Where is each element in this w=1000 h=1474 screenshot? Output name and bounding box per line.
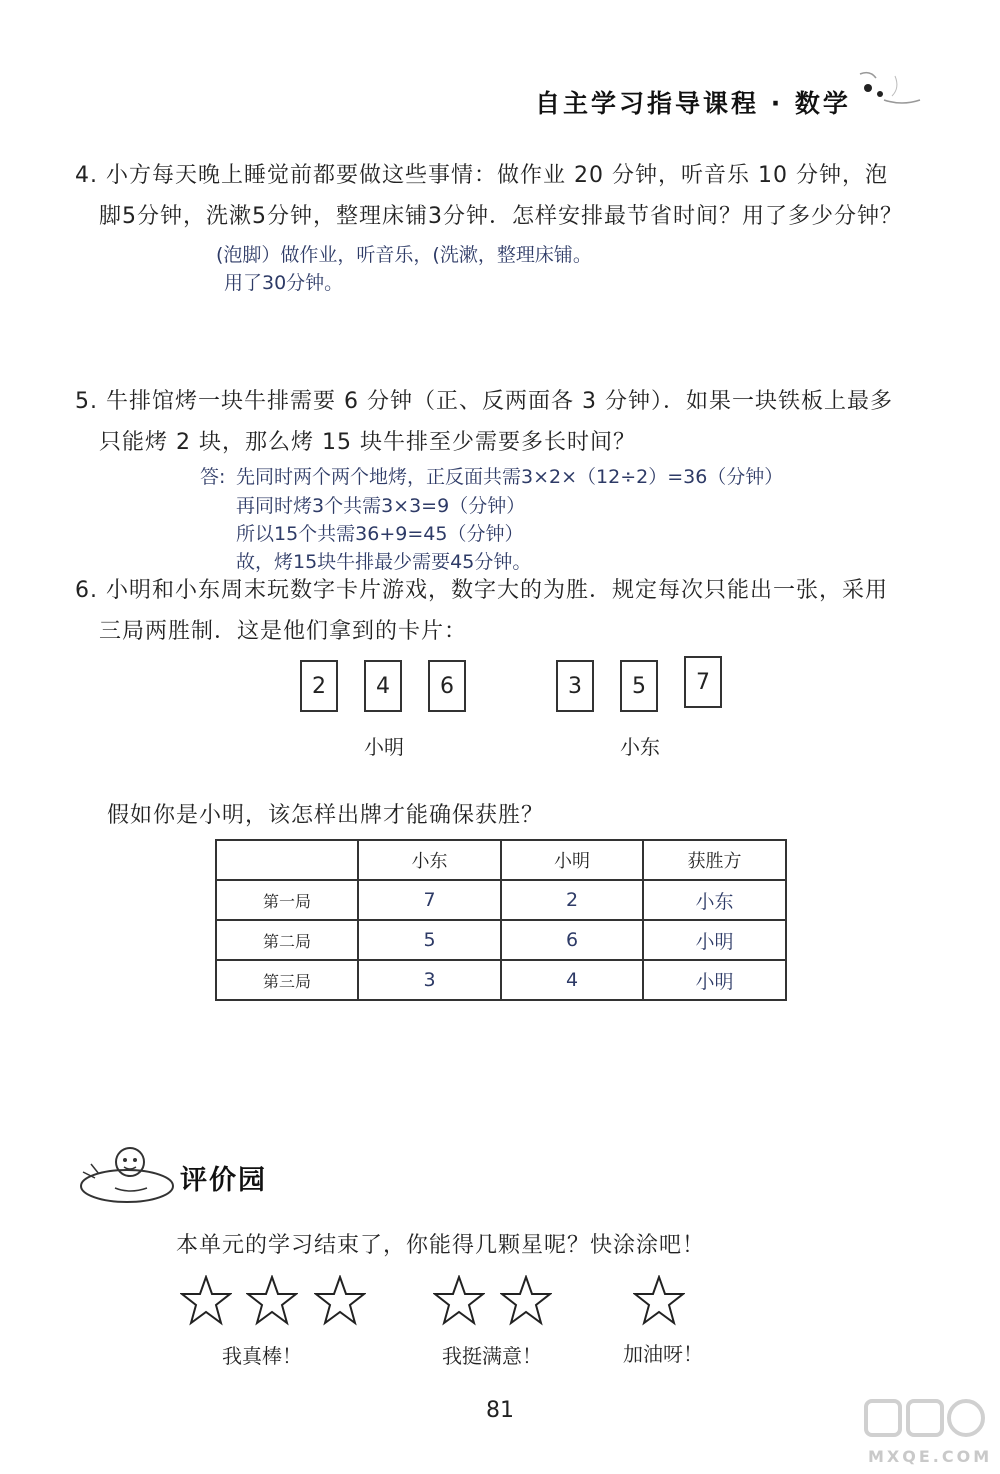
xiaodong-play: 7 bbox=[358, 880, 501, 920]
star-icon[interactable] bbox=[314, 1275, 366, 1327]
table-row bbox=[216, 960, 786, 1000]
q5-answer-label: 答: bbox=[200, 466, 226, 488]
q4-answer-line1: (泡脚）做作业，听音乐，(洗漱，整理床铺。 bbox=[216, 244, 592, 266]
q4-answer-line2: 用了30分钟。 bbox=[224, 272, 344, 294]
q5-answer-line2: 再同时烤3个共需3×3=9（分钟） bbox=[236, 495, 526, 517]
xiaodong-play: 5 bbox=[358, 920, 501, 960]
xiaodong-card: 3 bbox=[556, 660, 594, 712]
xiaoming-card: 4 bbox=[364, 660, 402, 712]
q6-line2: 三局两胜制．这是他们拿到的卡片： bbox=[99, 619, 468, 644]
evaluation-title: 评价园 bbox=[180, 1165, 267, 1196]
xiaodong-play: 3 bbox=[358, 960, 501, 1000]
xiaoming-card: 2 bbox=[300, 660, 338, 712]
winner-cell: 小东 bbox=[643, 880, 786, 920]
q5-answer-line1: 先同时两个两个地烤，正反面共需3×2×（12÷2）=36（分钟） bbox=[236, 466, 784, 488]
header-decoration-icon bbox=[840, 66, 930, 116]
mascot-icon bbox=[75, 1138, 185, 1208]
page-number: 81 bbox=[486, 1398, 514, 1423]
xiaoming-card: 6 bbox=[428, 660, 466, 712]
table-header-cell: 小明 bbox=[501, 840, 643, 880]
round-label: 第一局 bbox=[216, 880, 358, 920]
q5-answer-line3: 所以15个共需36+9=45（分钟） bbox=[236, 523, 524, 545]
star-icon[interactable] bbox=[633, 1275, 685, 1327]
q5-answer-line4: 故，烤15块牛排最少需要45分钟。 bbox=[236, 551, 532, 573]
watermark-text: MXQE.COM bbox=[868, 1447, 993, 1466]
table-header-cell: 小东 bbox=[358, 840, 501, 880]
xiaodong-card: 5 bbox=[620, 660, 658, 712]
q4-line2: 脚5分钟，洗漱5分钟，整理床铺3分钟．怎样安排最节省时间？用了多少分钟？ bbox=[99, 204, 903, 229]
q5-line1: 5. 牛排馆烤一块牛排需要 6 分钟（正、反两面各 3 分钟）．如果一块铁板上最多 bbox=[75, 389, 893, 414]
table-header-row bbox=[216, 840, 786, 880]
xiaoming-play: 2 bbox=[501, 880, 643, 920]
star-icon[interactable] bbox=[500, 1275, 552, 1327]
xiaoming-play: 6 bbox=[501, 920, 643, 960]
table-row bbox=[216, 880, 786, 920]
score-table bbox=[215, 839, 787, 1001]
star-icon[interactable] bbox=[180, 1275, 232, 1327]
table-header-cell bbox=[216, 840, 358, 880]
round-label: 第二局 bbox=[216, 920, 358, 960]
winner-cell: 小明 bbox=[643, 960, 786, 1000]
winner-cell: 小明 bbox=[643, 920, 786, 960]
xiaodong-card: 7 bbox=[684, 656, 722, 708]
q6-question: 假如你是小明，该怎样出牌才能确保获胜？ bbox=[107, 803, 545, 828]
table-header-cell: 获胜方 bbox=[643, 840, 786, 880]
star-icon[interactable] bbox=[246, 1275, 298, 1327]
q5-line2: 只能烤 2 块，那么烤 15 块牛排至少需要多长时间？ bbox=[99, 430, 636, 455]
evaluation-prompt: 本单元的学习结束了，你能得几颗星呢？快涂涂吧！ bbox=[176, 1233, 706, 1258]
star-icon[interactable] bbox=[433, 1275, 485, 1327]
q4-line1: 4. 小方每天晚上睡觉前都要做这些事情：做作业 20 分钟，听音乐 10 分钟，泡 bbox=[75, 163, 888, 188]
header-title: 自主学习指导课程 · 数学 bbox=[535, 89, 851, 118]
star-group-label: 我挺满意！ bbox=[442, 1344, 542, 1368]
star-group-label: 加油呀！ bbox=[623, 1342, 703, 1366]
xiaoming-label: 小明 bbox=[364, 735, 404, 759]
xiaoming-play: 4 bbox=[501, 960, 643, 1000]
q6-line1: 6. 小明和小东周末玩数字卡片游戏，数字大的为胜．规定每次只能出一张，采用 bbox=[75, 578, 888, 603]
star-group-label: 我真棒！ bbox=[222, 1344, 302, 1368]
xiaodong-label: 小东 bbox=[620, 735, 660, 759]
table-row bbox=[216, 920, 786, 960]
round-label: 第三局 bbox=[216, 960, 358, 1000]
